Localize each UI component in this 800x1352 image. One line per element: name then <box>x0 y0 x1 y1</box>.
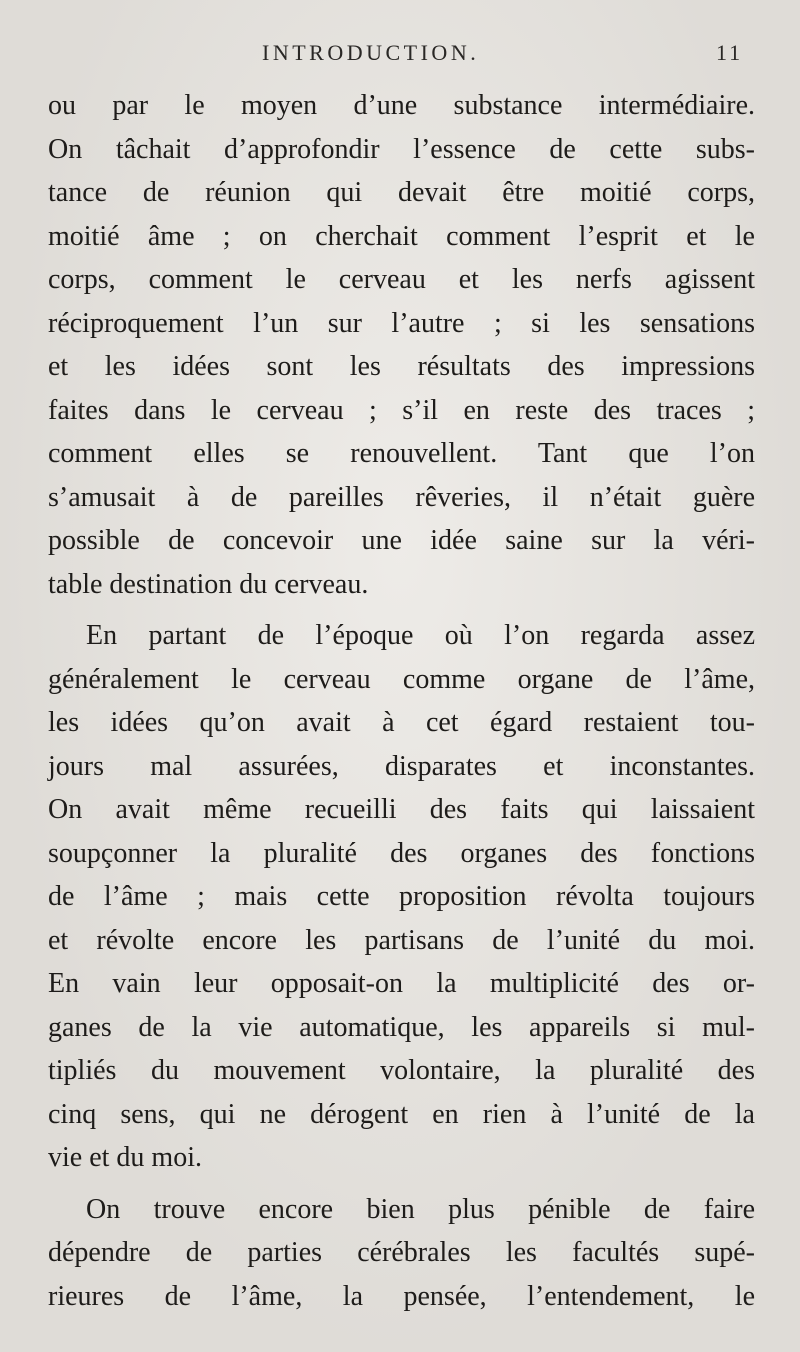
paragraph-3 <box>48 1188 755 1319</box>
text-line: s’amusait à de pareilles rêveries, il n’était guère <box>48 481 755 513</box>
paragraph-gap <box>48 606 755 614</box>
text-line: corps, comment le cerveau et les nerfs agissent <box>48 264 755 295</box>
body-text <box>48 84 755 1318</box>
paragraph-gap <box>48 1180 755 1188</box>
text-line: ou par le moyen d’une substance intermédiaire. <box>48 90 755 121</box>
text-line: On trouve encore bien plus pénible de faire <box>86 1193 755 1225</box>
text-line: cinq sens, qui ne dérogent en rien à l’unité de la <box>48 1098 755 1130</box>
page-header <box>0 40 800 76</box>
text-line: et révolte encore les partisans de l’unité du moi. <box>48 924 755 956</box>
text-line: généralement le cerveau comme organe de l’âme, <box>48 663 755 695</box>
text-line: tipliés du mouvement volontaire, la pluralité des <box>48 1055 755 1086</box>
text-line: rieures de l’âme, la pensée, l’entendement, le <box>48 1280 755 1312</box>
page-number: 11 <box>716 40 744 65</box>
text-line: et les idées sont les résultats des impressions <box>48 351 755 382</box>
text-line: jours mal assurées, disparates et inconstantes. <box>48 750 755 782</box>
text-line: table destination du cerveau. <box>48 568 369 600</box>
text-line: tance de réunion qui devait être moitié corps, <box>48 177 755 208</box>
paragraph-1 <box>48 84 755 606</box>
text-line: de l’âme ; mais cette proposition révolta toujours <box>48 881 755 912</box>
text-line: On tâchait d’approfondir l’essence de cette subs- <box>48 133 755 165</box>
paragraph-2 <box>48 614 755 1180</box>
text-line: En vain leur opposait-on la multiplicité des or- <box>48 968 755 999</box>
text-line: soupçonner la pluralité des organes des fonctions <box>48 837 755 869</box>
running-title: INTRODUCTION. <box>262 40 480 65</box>
text-line: ganes de la vie automatique, les appareils si mul- <box>48 1011 755 1043</box>
text-line: vie et du moi. <box>48 1142 202 1173</box>
text-line: réciproquement l’un sur l’autre ; si les sensations <box>48 307 755 339</box>
text-line: les idées qu’on avait à cet égard restaient tou- <box>48 707 755 738</box>
text-line: En partant de l’époque où l’on regarda assez <box>86 620 755 651</box>
text-line: moitié âme ; on cherchait comment l’esprit et le <box>48 220 755 252</box>
text-line: faites dans le cerveau ; s’il en reste des traces ; <box>48 394 755 426</box>
text-line: dépendre de parties cérébrales les facultés supé- <box>48 1237 755 1268</box>
text-line: comment elles se renouvellent. Tant que l’on <box>48 438 755 469</box>
text-line: On avait même recueilli des faits qui laissaient <box>48 794 755 825</box>
text-line: possible de concevoir une idée saine sur la véri- <box>48 525 755 556</box>
